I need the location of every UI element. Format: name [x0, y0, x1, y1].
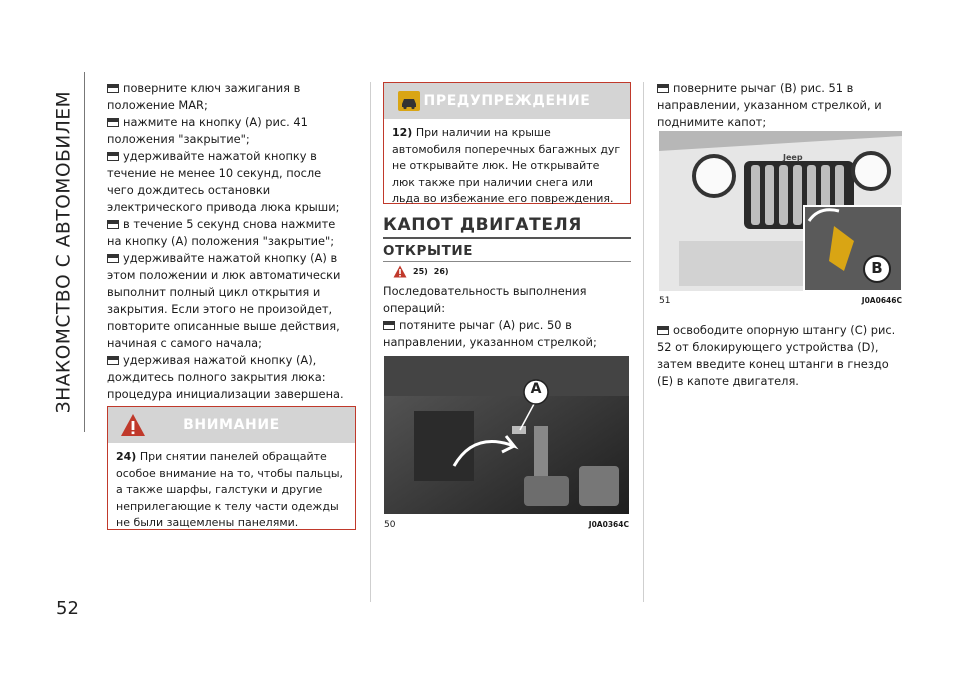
- car-warning-icon: [396, 88, 422, 114]
- list-item: поверните ключ зажигания в положение MAR;: [107, 81, 301, 112]
- column-2-text: [383, 283, 633, 351]
- note-number: 12): [392, 126, 413, 139]
- figure-51-caption: [659, 296, 902, 306]
- warning-triangle-icon: [120, 412, 146, 438]
- callout-label-b: B: [871, 259, 883, 277]
- reference-notes: [393, 265, 449, 278]
- list-item: поверните рычаг (B) рис. 51 в направлении, указанном стрелкой, и поднимите капот;: [657, 81, 882, 129]
- intro-text: Последовательность выполнения операций:: [383, 284, 587, 315]
- step-icon: [107, 152, 119, 161]
- attention-title: ВНИМАНИЕ: [183, 417, 280, 433]
- step-icon: [107, 356, 119, 365]
- step-icon: [107, 84, 119, 93]
- column-1: [107, 80, 351, 403]
- warning-body: [384, 119, 630, 214]
- step-icon: [107, 118, 119, 127]
- hazard-triangle-icon: [393, 265, 407, 278]
- attention-box: [107, 406, 356, 530]
- list-item: освободите опорную штангу (C) рис. 52 от блокирующего устройства (D), затем введите конец штанги в гнездо (E) в капоте двигателя.: [657, 323, 896, 388]
- callout-label-a: A: [530, 381, 542, 397]
- list-item: в течение 5 секунд снова нажмите на кнопку (A) положения "закрытие";: [107, 217, 336, 248]
- warning-header: [384, 83, 630, 119]
- figure-50: [384, 356, 629, 514]
- attention-body: [108, 443, 355, 538]
- column-3-step-1: [657, 80, 905, 131]
- page-number: 52: [56, 598, 79, 619]
- step-icon: [657, 84, 669, 93]
- warning-text: При наличии на крыше автомобиля поперечных багажных дуг не открывайте люк. Не открывайте люк также при наличии снега или льда во избежание его повреждения.: [392, 126, 621, 205]
- list-item: удерживая нажатой кнопку (A), дождитесь полного закрытия люка: процедура инициализации завершена.: [107, 353, 344, 401]
- step-icon: [107, 254, 119, 263]
- figure-code: J0A0364C: [588, 520, 629, 529]
- step-icon: [107, 220, 119, 229]
- chapter-title: ЗНАКОМСТВО С АВТОМОБИЛЕМ: [53, 90, 75, 414]
- list-item: удерживайте нажатой кнопку (A) в этом положении и люк автоматически выполнит полный цикл открытия и закрытия. Если этого не произойдет, повторите описанные выше действия, начиная с самого начала;: [107, 251, 341, 350]
- list-item: удерживайте нажатой кнопку в течение не менее 10 секунд, после чего дождитесь остановки электрического привода люка крыши;: [107, 149, 340, 214]
- note-number: 24): [116, 450, 137, 463]
- warning-title: ПРЕДУПРЕЖДЕНИЕ: [423, 93, 591, 109]
- chapter-divider: [84, 72, 85, 432]
- step-icon: [383, 321, 395, 330]
- reference-note: 25): [413, 267, 428, 276]
- figure-code: J0A0646C: [861, 296, 902, 305]
- list-item: потяните рычаг (A) рис. 50 в направлении, указанном стрелкой;: [383, 318, 597, 349]
- pedal-area-illustration: [384, 356, 629, 514]
- list-item: нажмите на кнопку (A) рис. 41 положения "закрытие";: [107, 115, 308, 146]
- warning-box: [383, 82, 631, 204]
- subsection-title: ОТКРЫТИЕ: [383, 243, 631, 262]
- figure-number: 51: [659, 296, 671, 306]
- brand-badge: Jeep: [783, 153, 803, 162]
- section-title: КАПОТ ДВИГАТЕЛЯ: [383, 215, 631, 239]
- figure-50-caption: [384, 520, 629, 530]
- column-divider: [643, 82, 644, 602]
- figure-number: 50: [384, 520, 396, 530]
- column-3-step-2: [657, 322, 907, 390]
- reference-note: 26): [433, 267, 449, 276]
- step-icon: [657, 326, 669, 335]
- figure-51: [659, 131, 902, 291]
- attention-header: [108, 407, 355, 443]
- attention-text: При снятии панелей обращайте особое внимание на то, чтобы пальцы, а также шарфы, галстуки и другие неприлегающие к телу части одежды не были защемлены панелями.: [116, 450, 344, 529]
- column-divider: [370, 82, 371, 602]
